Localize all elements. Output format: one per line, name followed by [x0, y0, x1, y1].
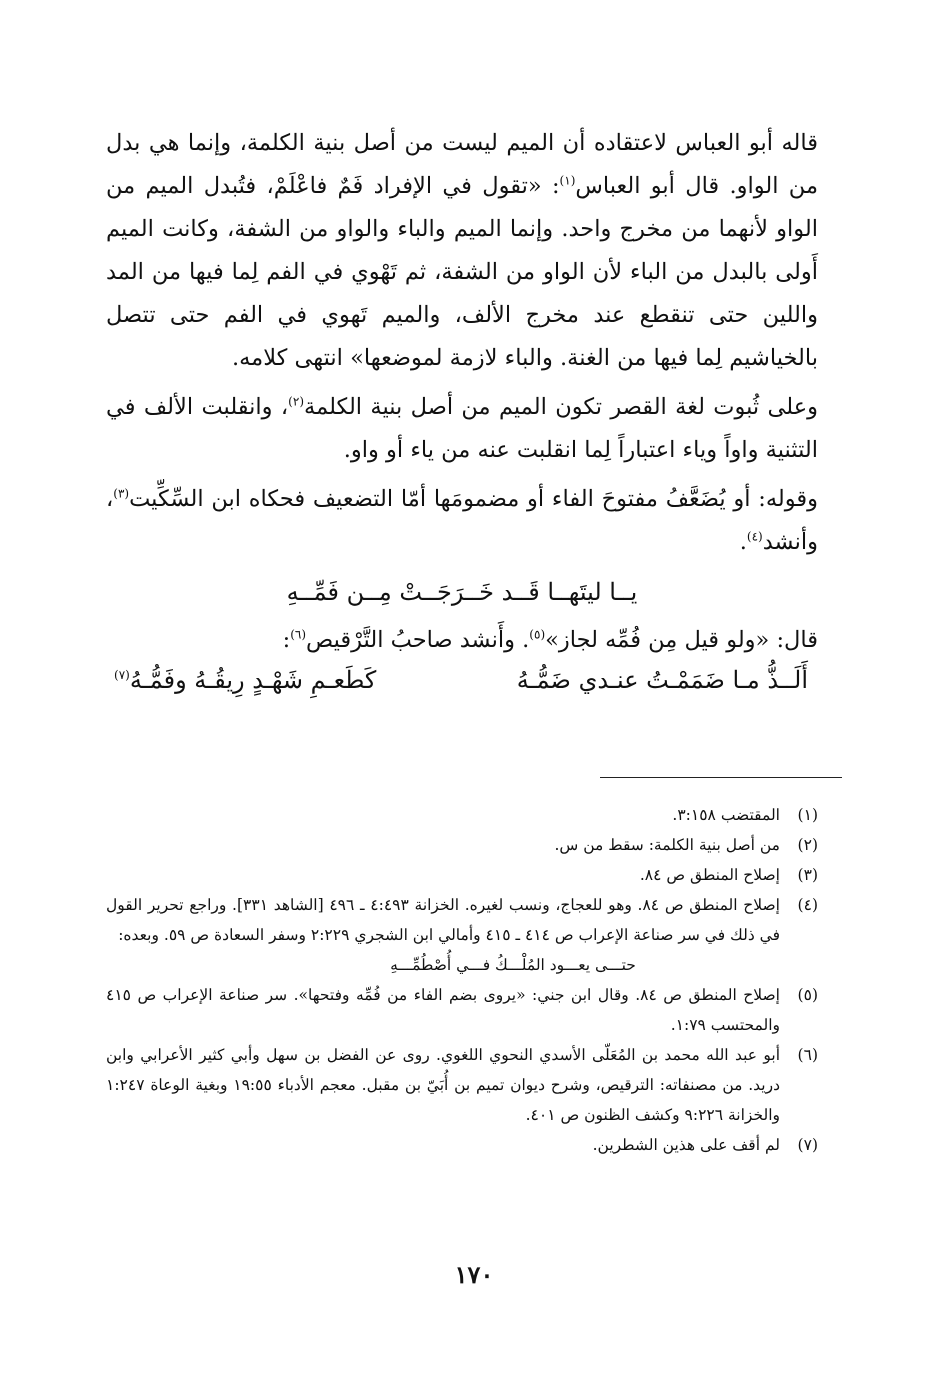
quote-end: :	[282, 627, 291, 653]
footnote-ref-4[interactable]: (٤)	[746, 529, 763, 544]
footnote-verse: حتـــى يعـــود المُلْـــكُ فـــي أُصْطُمِّـــهِ	[390, 956, 636, 974]
footnote-6	[106, 1040, 818, 1130]
footnote-text: أبو عبد الله محمد بن المُعَلّى الأسدي النحوي اللغوي. روى عن الفضل بن سهل وأبي كثير الأعرابي وابن دريد. من مصنفاته: الترقيص، وشرح ديوان تميم بن أُبَيّ بن مقبل. معجم الأدباء ١٩:٥٥ وبغية الوعاة ١:٢٤٧ والخزانة ٩:٢٢٦ وكشف الظنون ص ٤٠١.	[106, 1046, 780, 1124]
footnote-ref-1[interactable]: (١)	[559, 173, 576, 188]
page-number: ١٧٠	[454, 1260, 494, 1289]
footnote-number: (٢)	[797, 836, 818, 854]
footnote-number: (٧)	[797, 1136, 818, 1154]
paragraph-2-text: وعلى ثُبوت لغة القصر تكون الميم من أصل بنية الكلمة	[304, 394, 818, 420]
footnote-number: (١)	[797, 806, 818, 824]
verse-2-second-text: كَطَعـمِ شَهْـدٍ رِيقُـهُ وفَمُّـهُ	[129, 666, 377, 694]
paragraph-2	[106, 386, 818, 472]
footnote-7	[106, 1130, 818, 1160]
footnote-ref-7[interactable]: (٧)	[114, 668, 130, 682]
footnote-text: المقتضب ٣:١٥٨.	[672, 806, 780, 824]
footnote-number: (٥)	[797, 986, 818, 1004]
paragraph-3	[106, 478, 818, 564]
quote-mid: . وأَنشد صاحبُ التَّرْقيص	[306, 627, 530, 653]
paragraph-3-end: .	[739, 529, 747, 555]
paragraph-1	[106, 122, 818, 380]
footnote-1	[106, 800, 818, 830]
footnote-ref-6[interactable]: (٦)	[290, 627, 307, 642]
footnote-2	[106, 830, 818, 860]
footnote-ref-2[interactable]: (٢)	[288, 394, 304, 409]
quote-text: قال: «ولو قيل مِن فُمِّه لجاز»	[545, 627, 818, 653]
verse-2	[106, 660, 818, 700]
footnote-4	[106, 890, 818, 980]
verse-2-second-hemistich	[114, 660, 376, 700]
main-text	[106, 122, 818, 700]
footnote-body	[106, 890, 780, 980]
verse-1: يــا ليتَهــا قَــد خَــرَجَــتْ مِــن فَمِّــهِ	[286, 578, 638, 606]
paragraph-2-cont: ، وانقلبت الألف في التثنية واواً وياء اعتباراً لِما انقلبت عنه من ياء أو واو.	[106, 394, 818, 463]
footnote-ref-5[interactable]: (٥)	[529, 627, 546, 642]
footnote-text: من أصل بنية الكلمة: سقط من س.	[554, 836, 780, 854]
footnote-number: (٦)	[797, 1046, 818, 1064]
footnotes	[106, 800, 818, 1160]
footnote-text: إصلاح المنطق ص ٨٤. وقال ابن جني: «يروى بضم الفاء من فُمِّه وفتحها». سر صناعة الإعراب ص ٤١٥ والمحتسب ١:٧٩.	[106, 986, 780, 1034]
footnote-number: (٣)	[797, 866, 818, 884]
footnote-3	[106, 860, 818, 890]
paragraph-3-text: وقوله: أو يُضَعَّفُ مفتوحَ الفاء أو مضمومَها أمّا التضعيف فحكاه ابن السِّكِّيت	[129, 486, 818, 512]
quote-line	[106, 620, 818, 660]
paragraph-1-text: قاله أبو العباس لاعتقاده أن الميم ليست من أصل بنية الكلمة، وإنما هي بدل من الواو. قال أبو العباس	[106, 130, 818, 199]
footnote-number: (٤)	[797, 896, 818, 914]
footnote-ref-3[interactable]: (٣)	[113, 486, 130, 501]
footnote-text: إصلاح المنطق ص ٨٤. وهو للعجاج، ونسب لغيره. الخزانة ٤:٤٩٣ ـ ٤٩٦ [الشاهد ٣٣١]. وراجع تحرير القول في ذلك في سر صناعة الإعراب ص ٤١٤ ـ ٤١٥ وأمالي ابن الشجري ٢:٢٢٩ وسفر السعادة ص ٥٩. وبعده:	[106, 896, 780, 944]
footnote-text: إصلاح المنطق ص ٨٤.	[639, 866, 780, 884]
footnote-separator	[600, 777, 842, 778]
footnote-5	[106, 980, 818, 1040]
paragraph-3-mid: ، وأنشد	[106, 486, 818, 555]
footnote-text: لم أقف على هذين الشطرين.	[592, 1136, 780, 1154]
verse-2-first-hemistich: أَلَــذُّ مـا ضَمَمْـتُ عنـدي ضَمُّـهُ	[516, 666, 808, 694]
paragraph-1-cont: : «تقول في الإفراد فَمٌ فاعْلَمْ، فتُبدل الميم من الواو لأنهما من مخرج واحد. وإنما الميم والباء والواو من الشفة، وكانت الميم أَولى بالبدل من الباء لأن الواو من الشفة، ثم تَهْوي في الفم لِما فيها من المد واللين حتى تنقطع عند مخرج الألف، والميم تَهوي في الفم حتى تتصل بالخياشيم لِما فيها من الغنة. والباء لازمة لموضعها» انتهى كلامه.	[106, 173, 818, 371]
